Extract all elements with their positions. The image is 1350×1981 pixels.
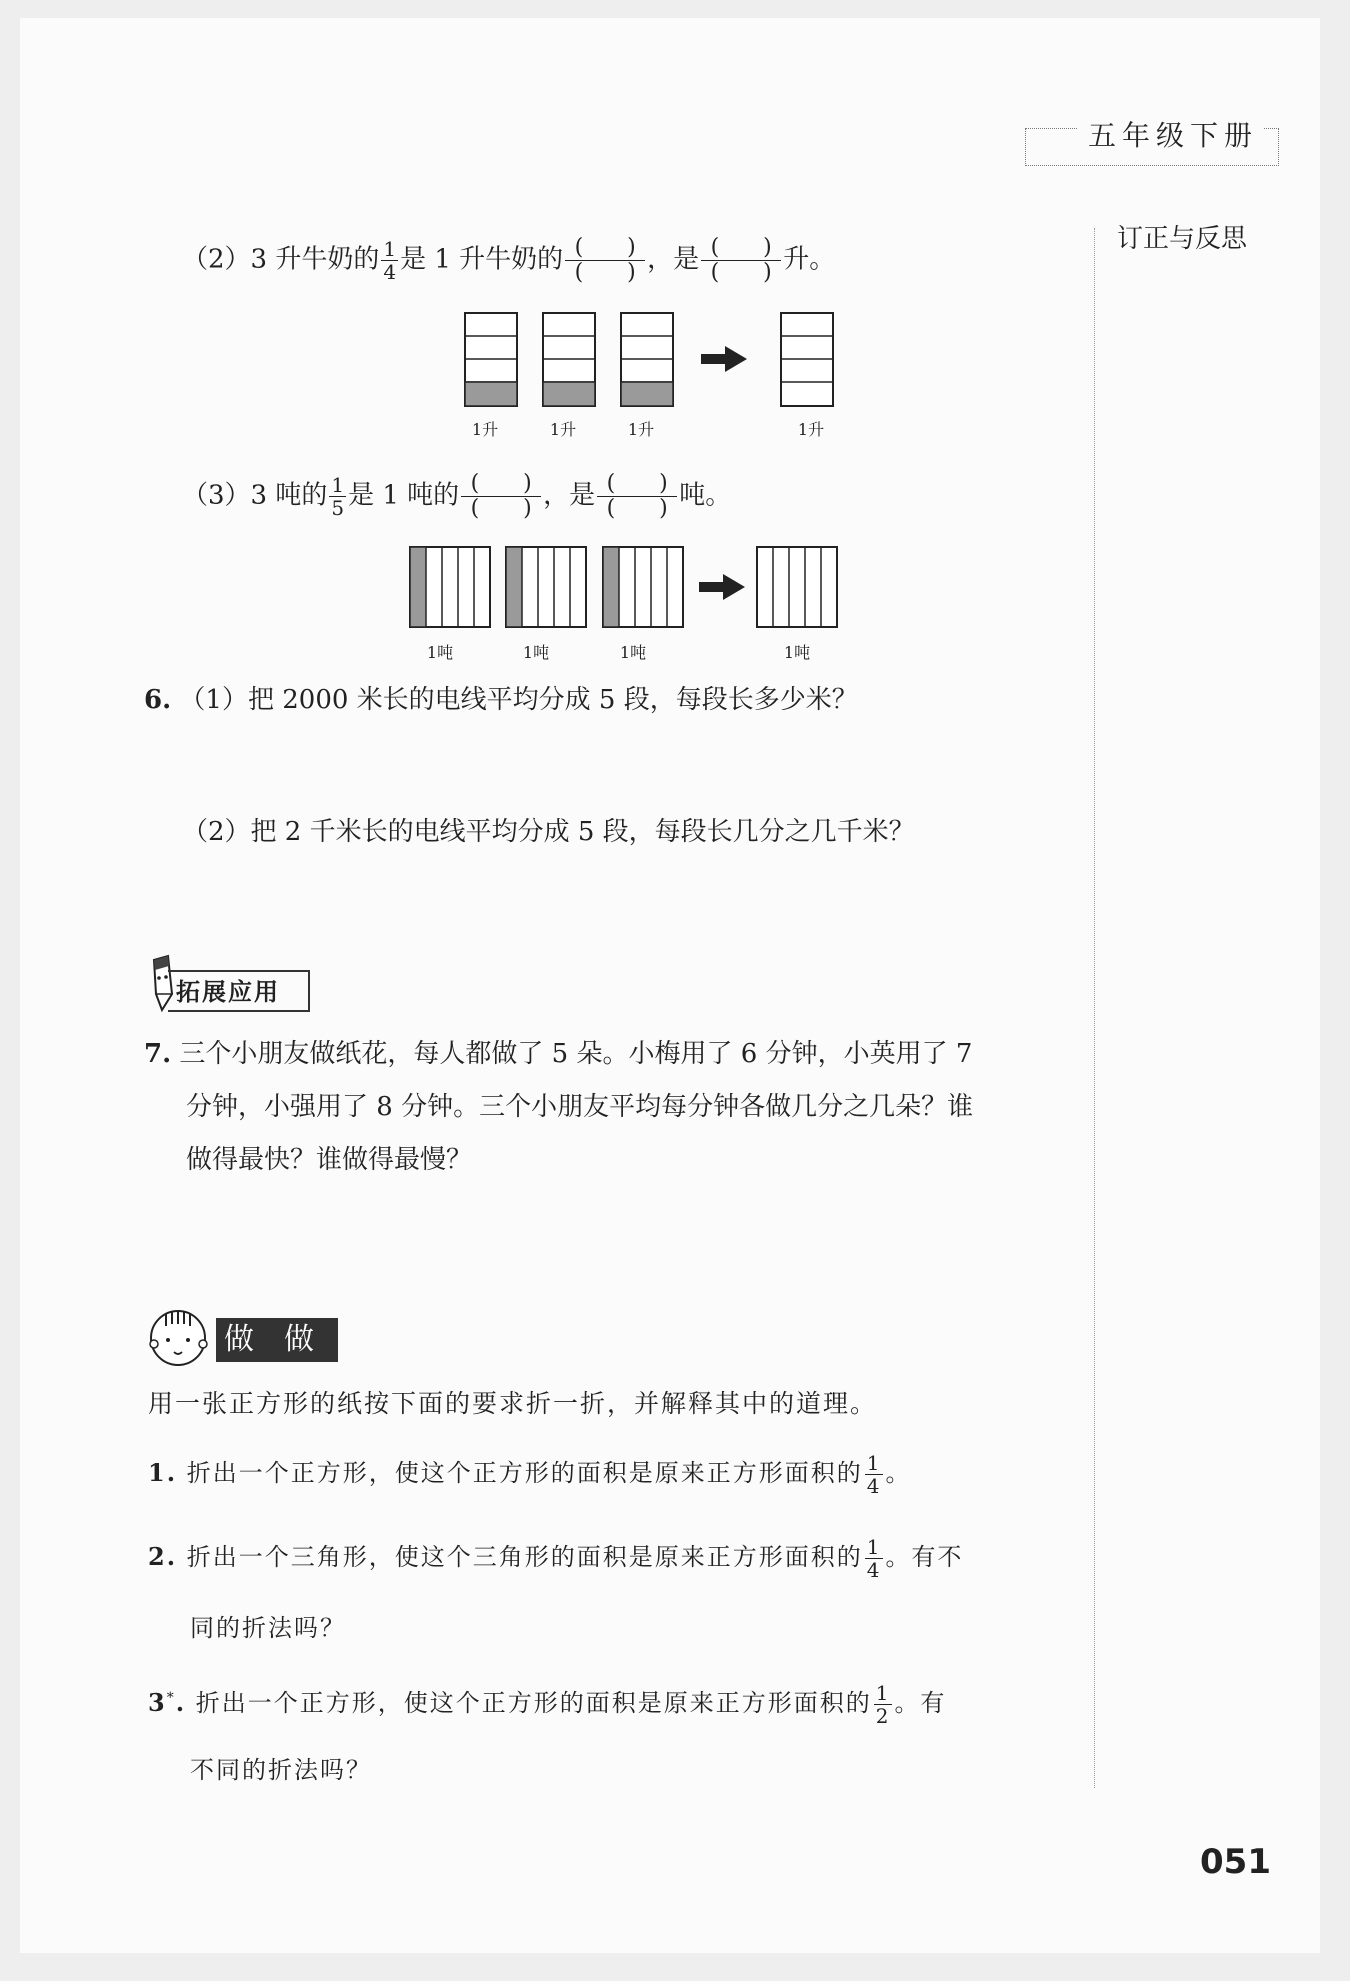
milk-caption: 1升 — [797, 420, 825, 439]
q7-line3: 做得最快？谁做得最慢？ — [186, 1145, 473, 1175]
question-number: 6. — [144, 685, 172, 715]
milk-container — [543, 313, 595, 406]
do-item-1: 1. 折出一个正方形，使这个正方形的面积是原来正方形面积的 $\frac{1}{4}$ 。 — [148, 1451, 912, 1498]
ton-caption: 1吨 — [619, 643, 647, 662]
grade-label-box — [1025, 119, 1279, 166]
answer-blank-fraction[interactable]: ( ) ( ) — [461, 472, 541, 521]
ton-block — [410, 547, 490, 627]
milk-container — [465, 313, 517, 406]
milk-container-empty — [781, 313, 833, 406]
fraction-one-quarter: $\frac{1}{4}$ — [383, 237, 397, 284]
question-number: 7. — [144, 1039, 172, 1069]
section-title-do: 做做 — [224, 1322, 344, 1357]
correction-column-divider — [1094, 228, 1095, 1788]
ton-block — [603, 547, 683, 627]
milk-caption: 1升 — [471, 420, 499, 439]
answer-blank-fraction[interactable]: ( ) ( ) — [701, 236, 781, 285]
q5-part3: （3）3 吨的 $\frac{1}{5}$ 是 1 吨的 ( ) ( ) ，是 ( ) ( ) 吨。 — [182, 471, 732, 521]
smiley-face-icon — [146, 1304, 216, 1370]
right-arrow-icon — [699, 574, 745, 600]
milk-diagram — [455, 308, 855, 408]
do-item-3: 3*. 折出一个正方形，使这个正方形的面积是原来正方形面积的 $\frac{1}{2}$ 。有 — [148, 1681, 947, 1728]
ton-block — [506, 547, 586, 627]
do-intro: 用一张正方形的纸按下面的要求折一折，并解释其中的道理。 — [148, 1389, 878, 1418]
q7-line2: 分钟，小强用了 8 分钟。三个小朋友平均每分钟各做几分之几朵？谁 — [186, 1092, 974, 1122]
grade-label: 五年级下册 — [1078, 114, 1264, 154]
answer-blank-fraction[interactable]: ( ) ( ) — [597, 472, 677, 521]
ton-caption: 1吨 — [522, 643, 550, 662]
q7-line1: 7. 三个小朋友做纸花，每人都做了 5 朵。小梅用了 6 分钟，小英用了 7 — [144, 1039, 973, 1069]
ton-caption: 1吨 — [426, 643, 454, 662]
page-number: 051 — [1200, 1842, 1271, 1882]
ton-caption: 1吨 — [783, 643, 811, 662]
milk-caption: 1升 — [549, 420, 577, 439]
answer-blank-fraction[interactable]: ( ) ( ) — [565, 236, 645, 285]
q6-part1: 6. （1）把 2000 米长的电线平均分成 5 段，每段长多少米？ — [144, 685, 858, 715]
do-item-2: 2. 折出一个三角形，使这个三角形的面积是原来正方形面积的 $\frac{1}{4}$ 。有不 — [148, 1535, 964, 1582]
right-arrow-icon — [701, 346, 747, 372]
fraction-one-fifth: $\frac{1}{5}$ — [331, 473, 345, 520]
ton-diagram — [405, 540, 845, 632]
milk-caption: 1升 — [627, 420, 655, 439]
correction-column-title: 订正与反思 — [1117, 224, 1248, 254]
q5-part2: （2）3 升牛奶的 $\frac{1}{4}$ 是 1 升牛奶的 ( ) ( ) ，是 ( ) ( ) 升。 — [182, 235, 836, 285]
do-item-3-line2: 不同的折法吗？ — [190, 1756, 372, 1784]
do-item-2-line2: 同的折法吗？ — [190, 1614, 346, 1642]
q6-part2: （2）把 2 千米长的电线平均分成 5 段，每段长几分之几千米？ — [182, 817, 915, 847]
milk-container — [621, 313, 673, 406]
ton-block-empty — [757, 547, 837, 627]
section-title-expand: 拓展应用 — [176, 978, 280, 1006]
